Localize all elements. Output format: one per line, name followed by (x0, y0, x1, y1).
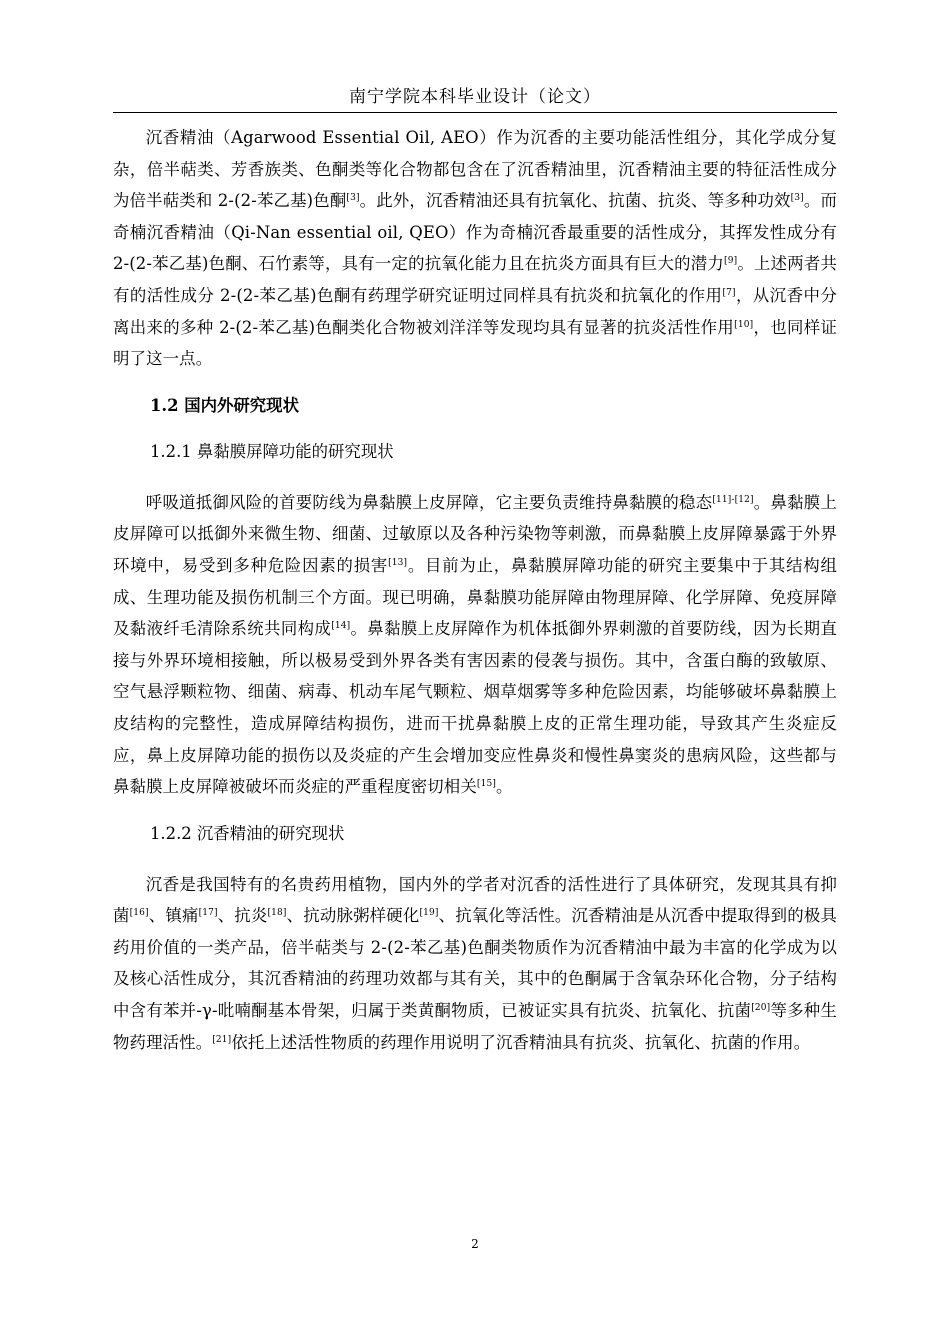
text-run: 、抗氧化等活性。沉香精油是从沉香中提取得到的极具药用价值的一类产品，倍半萜类与 2-(2-苯乙基)色酮类物质作为沉香精油中最为丰富的化学成为以及核心活性成分，其沉香精油的药理功效都与其有关，其中的色酮属于含氧杂环化合物，分子结构中含有苯并-γ-吡喃酮基本骨架，归属于类黄酮物质，已被证实具有抗炎、抗氧化、抗菌 (113, 906, 838, 1021)
text-run: 。目前为止，鼻黏膜屏障功能的研究主要集中于其结构组成、生理功能及损伤机制三个方面。现已明确，鼻黏膜功能屏障由物理屏障、化学屏障、免疫屏障及黏液纤毛清除系统共同构成 (113, 555, 837, 639)
text-run: 、抗动脉粥样硬化 (286, 906, 420, 926)
citation: [16] (129, 908, 149, 919)
text-run: 呼吸道抵御风险的首要防线为鼻黏膜上皮屏障，它主要负责维持鼻黏膜的稳态 (145, 492, 713, 512)
subsection-heading: 1.2.2 沉香精油的研究现状 (150, 823, 345, 843)
paragraph-aeo-intro (113, 122, 837, 375)
citation: [19] (419, 908, 439, 919)
text-run: 。 (495, 777, 513, 797)
page-content (113, 122, 837, 1058)
paragraph-agarwood-oil (113, 869, 837, 1059)
page-number: 2 (471, 1237, 479, 1251)
citation: [3] (790, 193, 804, 204)
citation: [17] (198, 908, 218, 919)
text-run: ，也同样证明了这一点。 (113, 317, 837, 369)
text-run: 。而奇楠沉香精油（Qi-Nan essential oil, QEO）作为奇楠沉香最重要的活性成分，其挥发性成分有 2-(2-苯乙基)色酮、石竹素等，具有一定的抗氧化能力且在抗炎方面具有巨大的潜力 (113, 191, 837, 274)
text-run: 。此外，沉香精油还具有抗氧化、抗菌、抗炎、等多种功效 (359, 191, 791, 211)
subsection-heading: 1.2.1 鼻黏膜屏障功能的研究现状 (150, 441, 394, 461)
page-header: 南宁学院本科毕业设计（论文） (113, 84, 837, 113)
text-run: 。鼻黏膜上皮屏障作为机体抵御外界刺激的首要防线，因为长期直接与外界环境相接触，所以极易受到外界各类有害因素的侵袭与损伤。其中，含蛋白酶的致敏原、空气悬浮颗粒物、细菌、病毒、机动车尾气颗粒、烟草烟雾等多种危险因素，均能够破坏鼻黏膜上皮结构的完整性，造成屏障结构损伤，进而干扰鼻黏膜上皮的正常生理功能，导致其产生炎症反应，鼻上皮屏障功能的损伤以及炎症的产生会增加变应性鼻炎和慢性鼻窦炎的患病风险，这些都与鼻黏膜上皮屏障被破坏而炎症的严重程度密切相关 (113, 619, 837, 797)
citation: [20] (751, 1003, 771, 1014)
citation: [11]-[12] (712, 494, 754, 505)
citation: [18] (267, 908, 287, 919)
text-run: 依托上述活性物质的药理作用说明了沉香精油具有抗炎、抗氧化、抗菌的作用。 (231, 1032, 811, 1052)
citation: [14] (331, 621, 351, 632)
text-run: 、镇痛 (148, 906, 199, 926)
text-run: 沉香精油（Agarwood Essential Oil, AEO）作为沉香的主要功能活性组分，其化学成分复杂，倍半萜类、芳香族类、色酮类等化合物都包含在了沉香精油里，沉香精油主要的特征活性成分为倍半萜类和 2-(2-苯乙基)色酮 (113, 128, 837, 211)
citation: [3] (346, 193, 360, 204)
citation: [10] (734, 319, 754, 330)
citation: [21] (212, 1034, 232, 1045)
citation: [9] (724, 256, 738, 267)
text-run: ，从沉香中分离出来的多种 2-(2-苯乙基)色酮类化合物被刘洋洋等发现均具有显著的抗炎活性作用 (113, 285, 837, 337)
section-heading: 1.2 国内外研究现状 (150, 395, 299, 415)
paragraph-nasal-barrier (113, 487, 837, 803)
text-run: 。鼻黏膜上皮屏障可以抵御外来微生物、细菌、过敏原以及各种污染物等刺激，而鼻黏膜上皮屏障暴露于外界环境中，易受到多种危险因素的损害 (113, 492, 838, 575)
citation: [7] (722, 287, 736, 298)
text-run: 沉香是我国特有的名贵药用植物，国内外的学者对沉香的活性进行了具体研究，发现其具有抑菌 (113, 874, 837, 926)
text-run: 。上述两者共有的活性成分 2-(2-苯乙基)色酮有药理学研究证明过同样具有抗炎和抗氧化的作用 (113, 254, 837, 305)
text-run: 等多种生物药理活性。 (113, 1001, 837, 1052)
text-run: 、抗炎 (217, 906, 268, 926)
citation: [15] (476, 779, 496, 790)
citation: [13] (388, 557, 408, 568)
